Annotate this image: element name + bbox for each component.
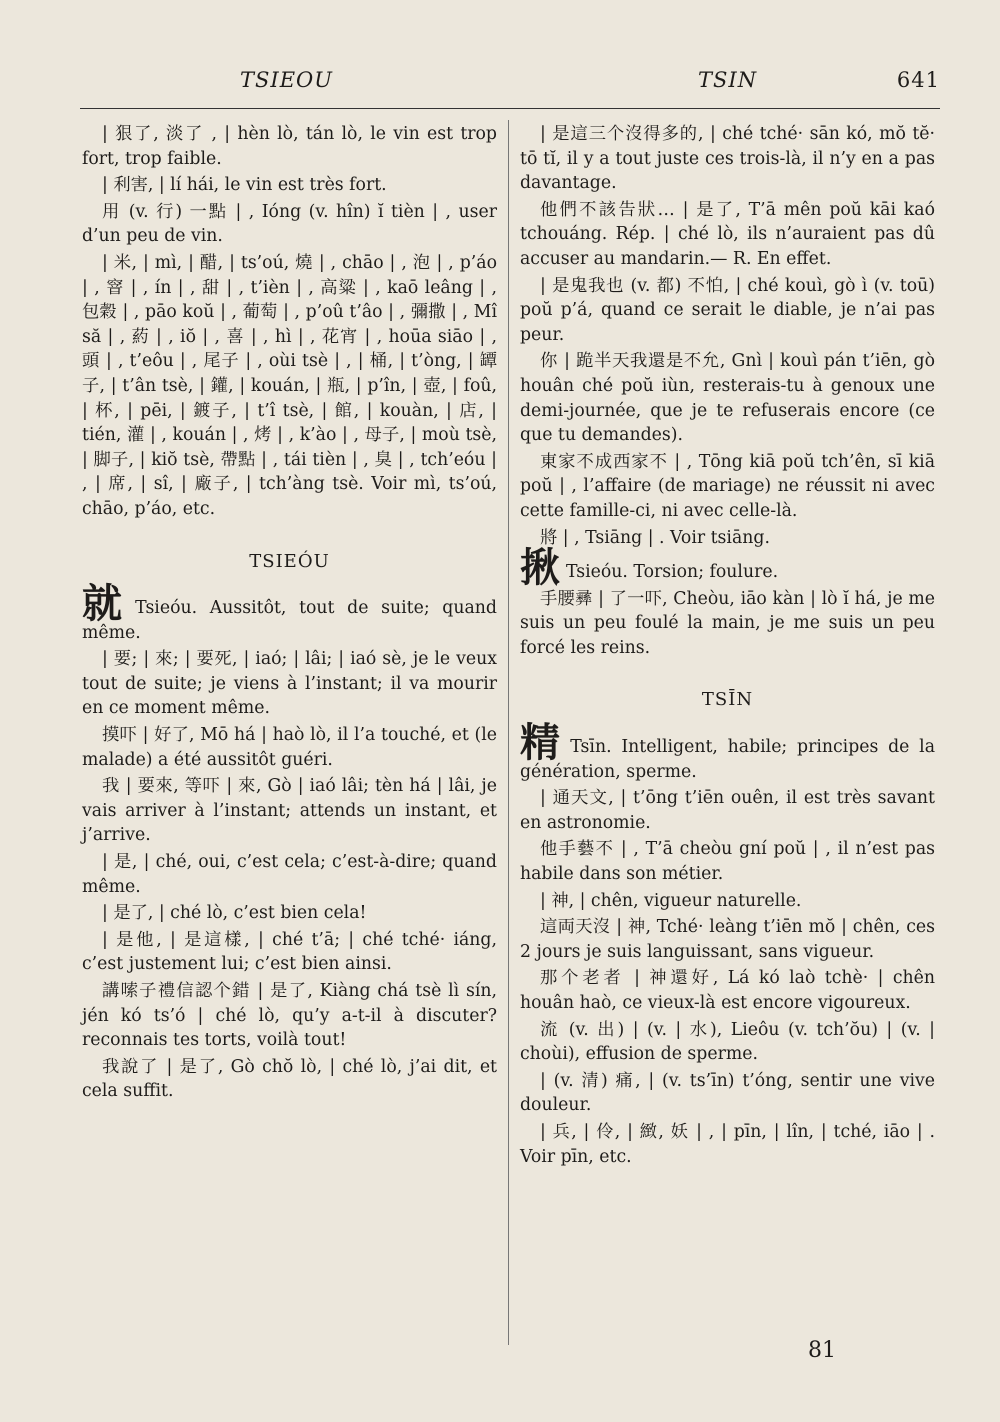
entry: 他手藝不 | , T’ā cheòu gní poŭ | , il n’est pas habile dans son métier. [520,839,935,885]
entry: 那个老者 | 神還好, Lá kó laò tchè· | chên houân haò, ce vieux-là est encore vigoureux. [520,968,935,1013]
page-number: 641 [896,68,940,92]
entry: 流 (v. 出) | (v. | 水), Lieôu (v. tch’ŏu) | (v. | choùi), effusion de sperme. [520,1019,935,1065]
section-title-tsieou: TSIEÓU [249,550,330,572]
entry: | 狠了, 淡了 , | hèn lò, tán lò, le vin est trop fort, trop faible. [82,124,497,169]
headword-definition: Tsieóu. Aussitôt, tout de suite; quand même. [82,598,497,643]
entry: | 神, | chên, vigueur naturelle. [540,890,802,911]
headword-definition: Tsīn. Intelligent, habile; principes de la génération, sperme. [520,737,936,782]
head-character: 揪 [520,544,560,592]
running-head [80,68,940,98]
running-head-center: TSIN [698,68,758,92]
entry: | 是, | ché, oui, c’est cela; c’est-à-dire; quand même. [82,852,497,897]
entry: 他們不該告狀… | 是了, T’ā mên poŭ kāi kaó tchouáng. Rép. | ché lò, ils n’auraient pas dû accuser au mandarin.— R. En effet. [520,199,935,269]
signature-mark: 81 [808,1338,836,1363]
entry: | 是他, | 是這樣, | ché t’ā; | ché tché· iáng, c’est justement lui; c’est bien ainsi. [82,929,497,975]
entry: | 兵, | 伶, | 緻, 妖 | , | pīn, | lîn, | tché, iāo | . Voir pīn, etc. [520,1121,935,1167]
header-rule [80,108,940,109]
entry: 摸吓 | 好了, Mō há | haò lò, il l’a touché, et (le malade) a été aussitôt guéri. [82,725,497,770]
entry: 講嗦子禮信認个錯 | 是了, Kiàng chá tsè lì sín, jén kó ts’ó | ché lò, qu’y a-t-il à discuter? reconnais tes torts, voilà tout! [82,981,497,1051]
running-head-left: TSIEOU [240,68,333,92]
headword-definition: Tsieóu. Torsion; foulure. [566,562,779,583]
entry: 這両天沒 | 神, Tché· leàng t’iēn mŏ | chên, ces 2 jours je suis languissant, sans vigueur. [520,917,935,962]
headword-entry [520,719,936,784]
entry: 我 | 要來, 等吓 | 來, Gò | iaó lâi; tèn há | lâi, je vais arriver à l’instant; attends un instant, et j’arrive. [82,776,497,846]
column-divider [508,120,509,1345]
entry: 你 | 跪半天我還是不允, Gnì | kouì pán t’iēn, gò houân ché poŭ iùn, resterais-tu à genoux une demi-journée, que je te refuserais encore (ce que tu demandes). [520,351,935,446]
head-character: 精 [520,719,565,767]
entry: 東家不成西家不 | , Tōng kiā poŭ tch’ên, sī kiā poŭ | , l’affaire (de mariage) ne réussit ni avec cette famille-ci, ni avec celle-là. [520,451,935,521]
entry: | 利害, | lí hái, le vin est très fort. [102,175,387,196]
section-title-tsin: TSĪN [701,689,754,711]
entry: | 米, | mì, | 醋, | ts’oú, 燒 | , chāo | , 泡 | , p’áo | , 窨 | , ín | , 甜 | , t’ièn | , 高粱 | , kaō leâng | , 包穀 | , pāo koŭ | , 葡萄 | , p’oû t’âo | , 彌撒 | , Mî să | , 葯 | , iŏ | , 喜 | , hì | , 花宵 | , hoūa siāo | , 頭 | , t’eôu | , 尾子 | , oùi tsè | , | 桶, | t’òng, | 罈子, | t’ân tsè, | 鑵, | kouán, | 瓶, | p’în, | 壺, | foû, | 杯, | pēi, | 鍍子, | t’î tsè, | 館, | kouàn, | 店, | tién, 灌 | , kouán | , 烤 | , k’ào | , 母子, | moù tsè, | 脚子, | kiŏ tsè, 帶點 | , tái tièn | , 臭 | , tch’eóu | , | 席, | sî, | 廠子, | tch’àng tsè. Voir mì, ts’oú, chāo, p’áo, etc. [82,252,497,519]
entry: | (v. 清) 痛, | (v. ts’īn) t’óng, sentir une vive douleur. [520,1070,935,1116]
entry: | 通天文, | t’ōng t’iēn ouên, il est très savant en astronomie. [520,788,935,833]
entry: | 要; | 來; | 要死, | iaó; | lâi; | iaó sè, je le veux tout de suite; je viens à l’instant; il va mourir en ce moment même. [82,649,497,719]
entry: | 是了, | ché lò, c’est bien cela! [102,903,367,924]
headword-entry [520,544,935,592]
entry: 手腰彞 | 了一吓, Cheòu, iāo kàn | lò ĭ há, je me suis un peu foulé la main, je me suis un peu forcé les reins. [520,588,935,658]
entry: 我說了 | 是了, Gò chŏ lò, | ché lò, j’ai dit, et cela suffit. [82,1056,497,1102]
entry: | 是這三个沒得多的, | ché tché· sān kó, mŏ tĕ· tō tĭ, il y a tout juste ces trois-là, il n’y en a pas davantage. [520,124,935,194]
entry: | 是鬼我也 (v. 都) 不怕, | ché kouì, gò ì (v. toū) poŭ p’á, quand ce serait le diable, je n’ai pas peur. [520,275,935,345]
entry: 將 | , Tsiāng | . Voir tsiāng. [540,527,770,548]
headword-entry [82,580,497,645]
right-column [520,122,935,1171]
head-character: 就 [82,580,130,628]
left-column [82,122,497,1106]
entry: 用 (v. 行) 一點 | , Ióng (v. hîn) ĭ tièn | , user d’un peu de vin. [82,201,497,247]
